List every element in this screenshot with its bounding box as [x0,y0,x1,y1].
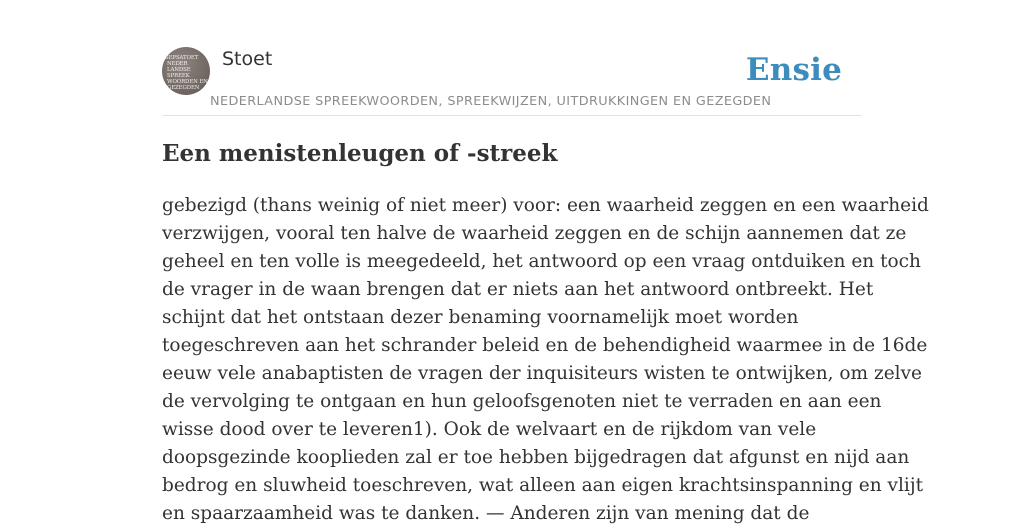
body-line: gebezigd (thans weinig of niet meer) voor: een waarheid zeggen en een waarheid [162,195,929,216]
body-line: verzwijgen, vooral ten halve de waarheid zeggen en de schijn aannemen dat ze [162,223,907,244]
avatar-text-line: LANDSE [167,67,191,73]
avatar[interactable] [162,47,210,95]
avatar-text-line: WOORDEN EN [167,79,208,85]
body-line: toegeschreven aan het schrander beleid en de behendigheid waarmee in de 16de [162,335,928,356]
author-name[interactable]: Stoet [222,48,273,70]
body-line: eeuw vele anabaptisten de vragen der inquisiteurs wisten te ontwijken, om zelve [162,363,922,384]
brand-logo[interactable]: Ensie [745,52,842,88]
entry-title: Een menistenleugen of -streek [162,140,558,167]
site-header [162,40,862,116]
body-line: en spaarzaamheid was te danken. — Anderen zijn van mening dat de [162,503,810,524]
entry-body [162,192,929,528]
avatar-text-line: GEZEGDEN [167,85,200,91]
body-line: geheel en ten volle is meegedeeld, het antwoord op een vraag ontduiken en toch [162,251,921,272]
body-line: schijnt dat het ontstaan dezer benaming voornamelijk moet worden [162,307,799,328]
body-line: doopsgezinde kooplieden zal er toe hebben bijgedragen dat afgunst en nijd aan [162,447,910,468]
body-line: de vervolging te ontgaan en hun geloofsgenoten niet te verraden en aan een [162,391,882,412]
body-line: de vrager in de waan brengen dat er niets aan het antwoord ontbreekt. Het [162,279,874,300]
avatar-text-line: SPREEK [167,73,190,79]
avatar-text-line: SEPSATOET [165,55,199,61]
source-subtitle[interactable]: NEDERLANDSE SPREEKWOORDEN, SPREEKWIJZEN, UITDRUKKINGEN EN GEZEGDEN [210,94,772,109]
body-line: bedrog en sluwheid toeschreven, wat alleen aan eigen krachtsinspanning en vlijt [162,475,924,496]
body-line: wisse dood over te leveren1). Ook de welvaart en de rijkdom van vele [162,419,817,440]
avatar-text-line: NEDER [167,61,188,67]
